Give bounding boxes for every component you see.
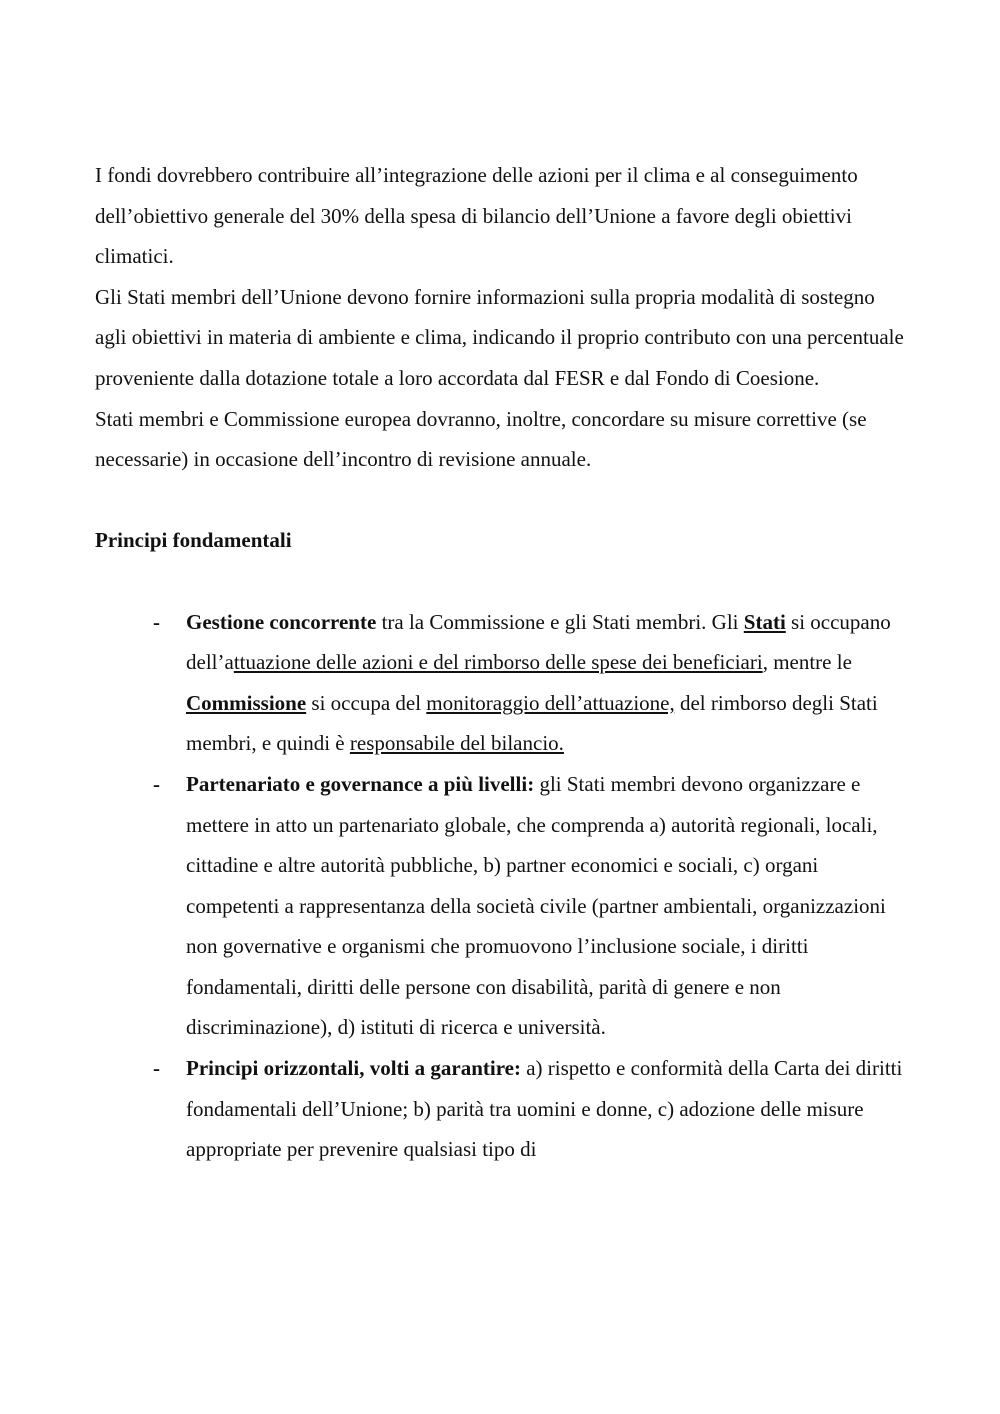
- commissione-emphasis: Commissione: [186, 690, 307, 715]
- document-page: [95, 155, 905, 1170]
- bullet-dash: -: [153, 771, 160, 796]
- paragraph-corrective-measures: Stati membri e Commissione europea dovranno, inoltre, concordare su misure correttive (se necessarie) in occasione dell’incontro di revisione annuale.: [95, 406, 867, 472]
- section-heading: Principi fondamentali: [95, 528, 292, 553]
- underlined-text: ttuazione delle azioni e del rimborso delle spese dei beneficiari: [233, 650, 763, 675]
- item-text: del rimborso degli Stati membri, e quindi è: [186, 690, 878, 756]
- item-text: si occupa del: [306, 690, 427, 715]
- item-text: gli Stati membri devono organizzare e mettere in atto un partenariato globale, che comprenda a) autorità regionali, locali, cittadine e altre autorità pubbliche, b) partner economici e sociali, c) organi competenti a rappresentanza della società civile (partner ambientali, organizzazioni non governative e organismi che promuovono l’inclusione sociale, i diritti fondamentali, diritti delle persone con disabilità, parità di genere e non discriminazione), d) istituti di ricerca e università.: [186, 771, 886, 1040]
- list-item-horizontal-principles: [95, 1048, 905, 1170]
- paragraph-climate-funds: I fondi dovrebbero contribuire all’integrazione delle azioni per il clima e al conseguimento dell’obiettivo generale del 30% della spesa di bilancio dell’Unione a favore degli obiettivi climatici.: [95, 163, 858, 269]
- underlined-text: responsabile del bilancio.: [349, 731, 564, 756]
- list-item-shared-management: [95, 602, 905, 764]
- item-text: , mentre le: [762, 650, 852, 675]
- item-title: Principi orizzontali, volti a garantire:: [186, 1056, 521, 1081]
- list-item-partnership: [95, 764, 905, 1048]
- item-text: a) rispetto e conformità della Carta dei diritti fondamentali dell’Unione; b) parità tra uomini e donne, c) adozione delle misure appropriate per prevenire qualsiasi tipo di: [186, 1056, 903, 1162]
- bullet-dash: -: [153, 609, 160, 634]
- underlined-text: monitoraggio dell’attuazione,: [426, 690, 675, 715]
- item-title: Partenariato e governance a più livelli:: [186, 771, 535, 796]
- item-text: si occupano dell’a: [186, 609, 891, 675]
- item-title: Gestione concorrente: [186, 609, 377, 634]
- item-text: tra la Commissione e gli Stati membri. Gli: [376, 609, 744, 634]
- paragraph-member-states-info: Gli Stati membri dell’Unione devono fornire informazioni sulla propria modalità di sostegno agli obiettivi in materia di ambiente e clima, indicando il proprio contributo con una percentuale proveniente dalla dotazione totale a loro accordata dal FESR e dal Fondo di Coesione.: [95, 284, 904, 390]
- principles-list: [95, 602, 905, 1170]
- bullet-dash: -: [153, 1056, 160, 1081]
- stati-emphasis: Stati: [743, 609, 786, 634]
